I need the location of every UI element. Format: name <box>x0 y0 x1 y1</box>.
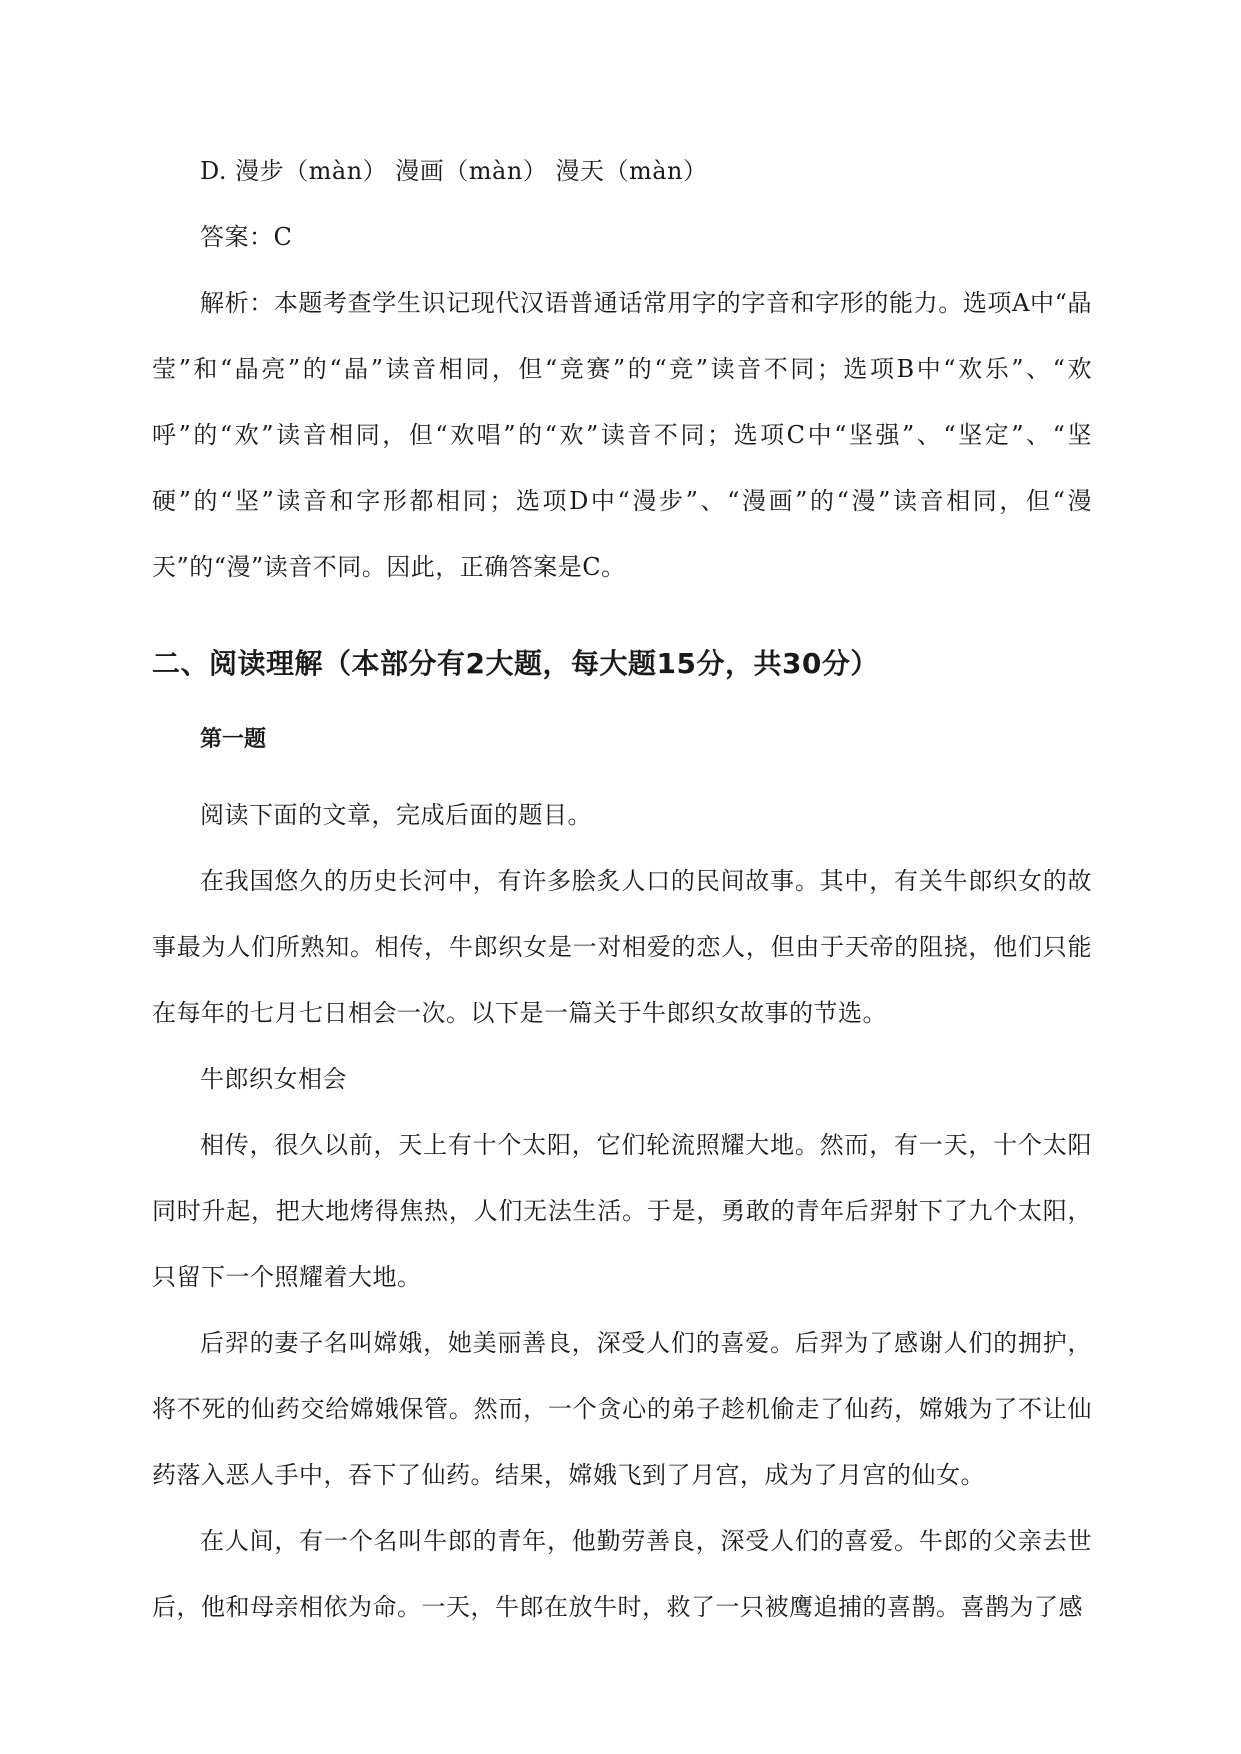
paragraph: 相传，很久以前，天上有十个太阳，它们轮流照耀大地。然而，有一天，十个太阳同时升起，把大地烤得焦热，人们无法生活。于是，勇敢的青年后羿射下了九个太阳，只留下一个照耀着大地。 <box>152 1131 1092 1291</box>
story-title: 牛郎织女相会 <box>200 1065 347 1093</box>
analysis: 解析：本题考查学生识记现代汉语普通话常用字的字音和字形的能力。选项A中“晶莹”和“晶亮”的“晶”读音相同，但“竞赛”的“竞”读音不同；选项B中“欢乐”、“欢呼”的“欢”读音相同，但“欢唱”的“欢”读音不同；选项C中“坚强”、“坚定”、“坚硬”的“坚”读音和字形都相同；选项D中“漫步”、“漫画”的“漫”读音相同，但“漫天”的“漫”读音不同。因此，正确答案是C。 <box>152 289 1092 581</box>
paragraph: 后羿的妻子名叫嫦娥，她美丽善良，深受人们的喜爱。后羿为了感谢人们的拥护，将不死的仙药交给嫦娥保管。然而，一个贪心的弟子趁机偷走了仙药，嫦娥为了不让仙药落入恶人手中，吞下了仙药。结果，嫦娥飞到了月宫，成为了月宫的仙女。 <box>152 1329 1092 1489</box>
paragraph-intro: 在我国悠久的历史长河中，有许多脍炙人口的民间故事。其中，有关牛郎织女的故事最为人们所熟知。相传，牛郎织女是一对相爱的恋人，但由于天帝的阻挠，他们只能在每年的七月七日相会一次。以下是一篇关于牛郎织女故事的节选。 <box>152 867 1092 1027</box>
instruction: 阅读下面的文章，完成后面的题目。 <box>200 801 592 829</box>
option-d: D. 漫步（màn） 漫画（màn） 漫天（màn） <box>200 157 708 185</box>
document-page <box>152 138 1092 1640</box>
section-title: 二、阅读理解（本部分有2大题，每大题15分，共30分） <box>152 647 879 680</box>
paragraph: 在人间，有一个名叫牛郎的青年，他勤劳善良，深受人们的喜爱。牛郎的父亲去世后，他和母亲相依为命。一天，牛郎在放牛时，救了一只被鹰追捕的喜鹊。喜鹊为了感 <box>152 1527 1092 1621</box>
answer: 答案：C <box>200 223 293 251</box>
question-title: 第一题 <box>200 727 267 752</box>
